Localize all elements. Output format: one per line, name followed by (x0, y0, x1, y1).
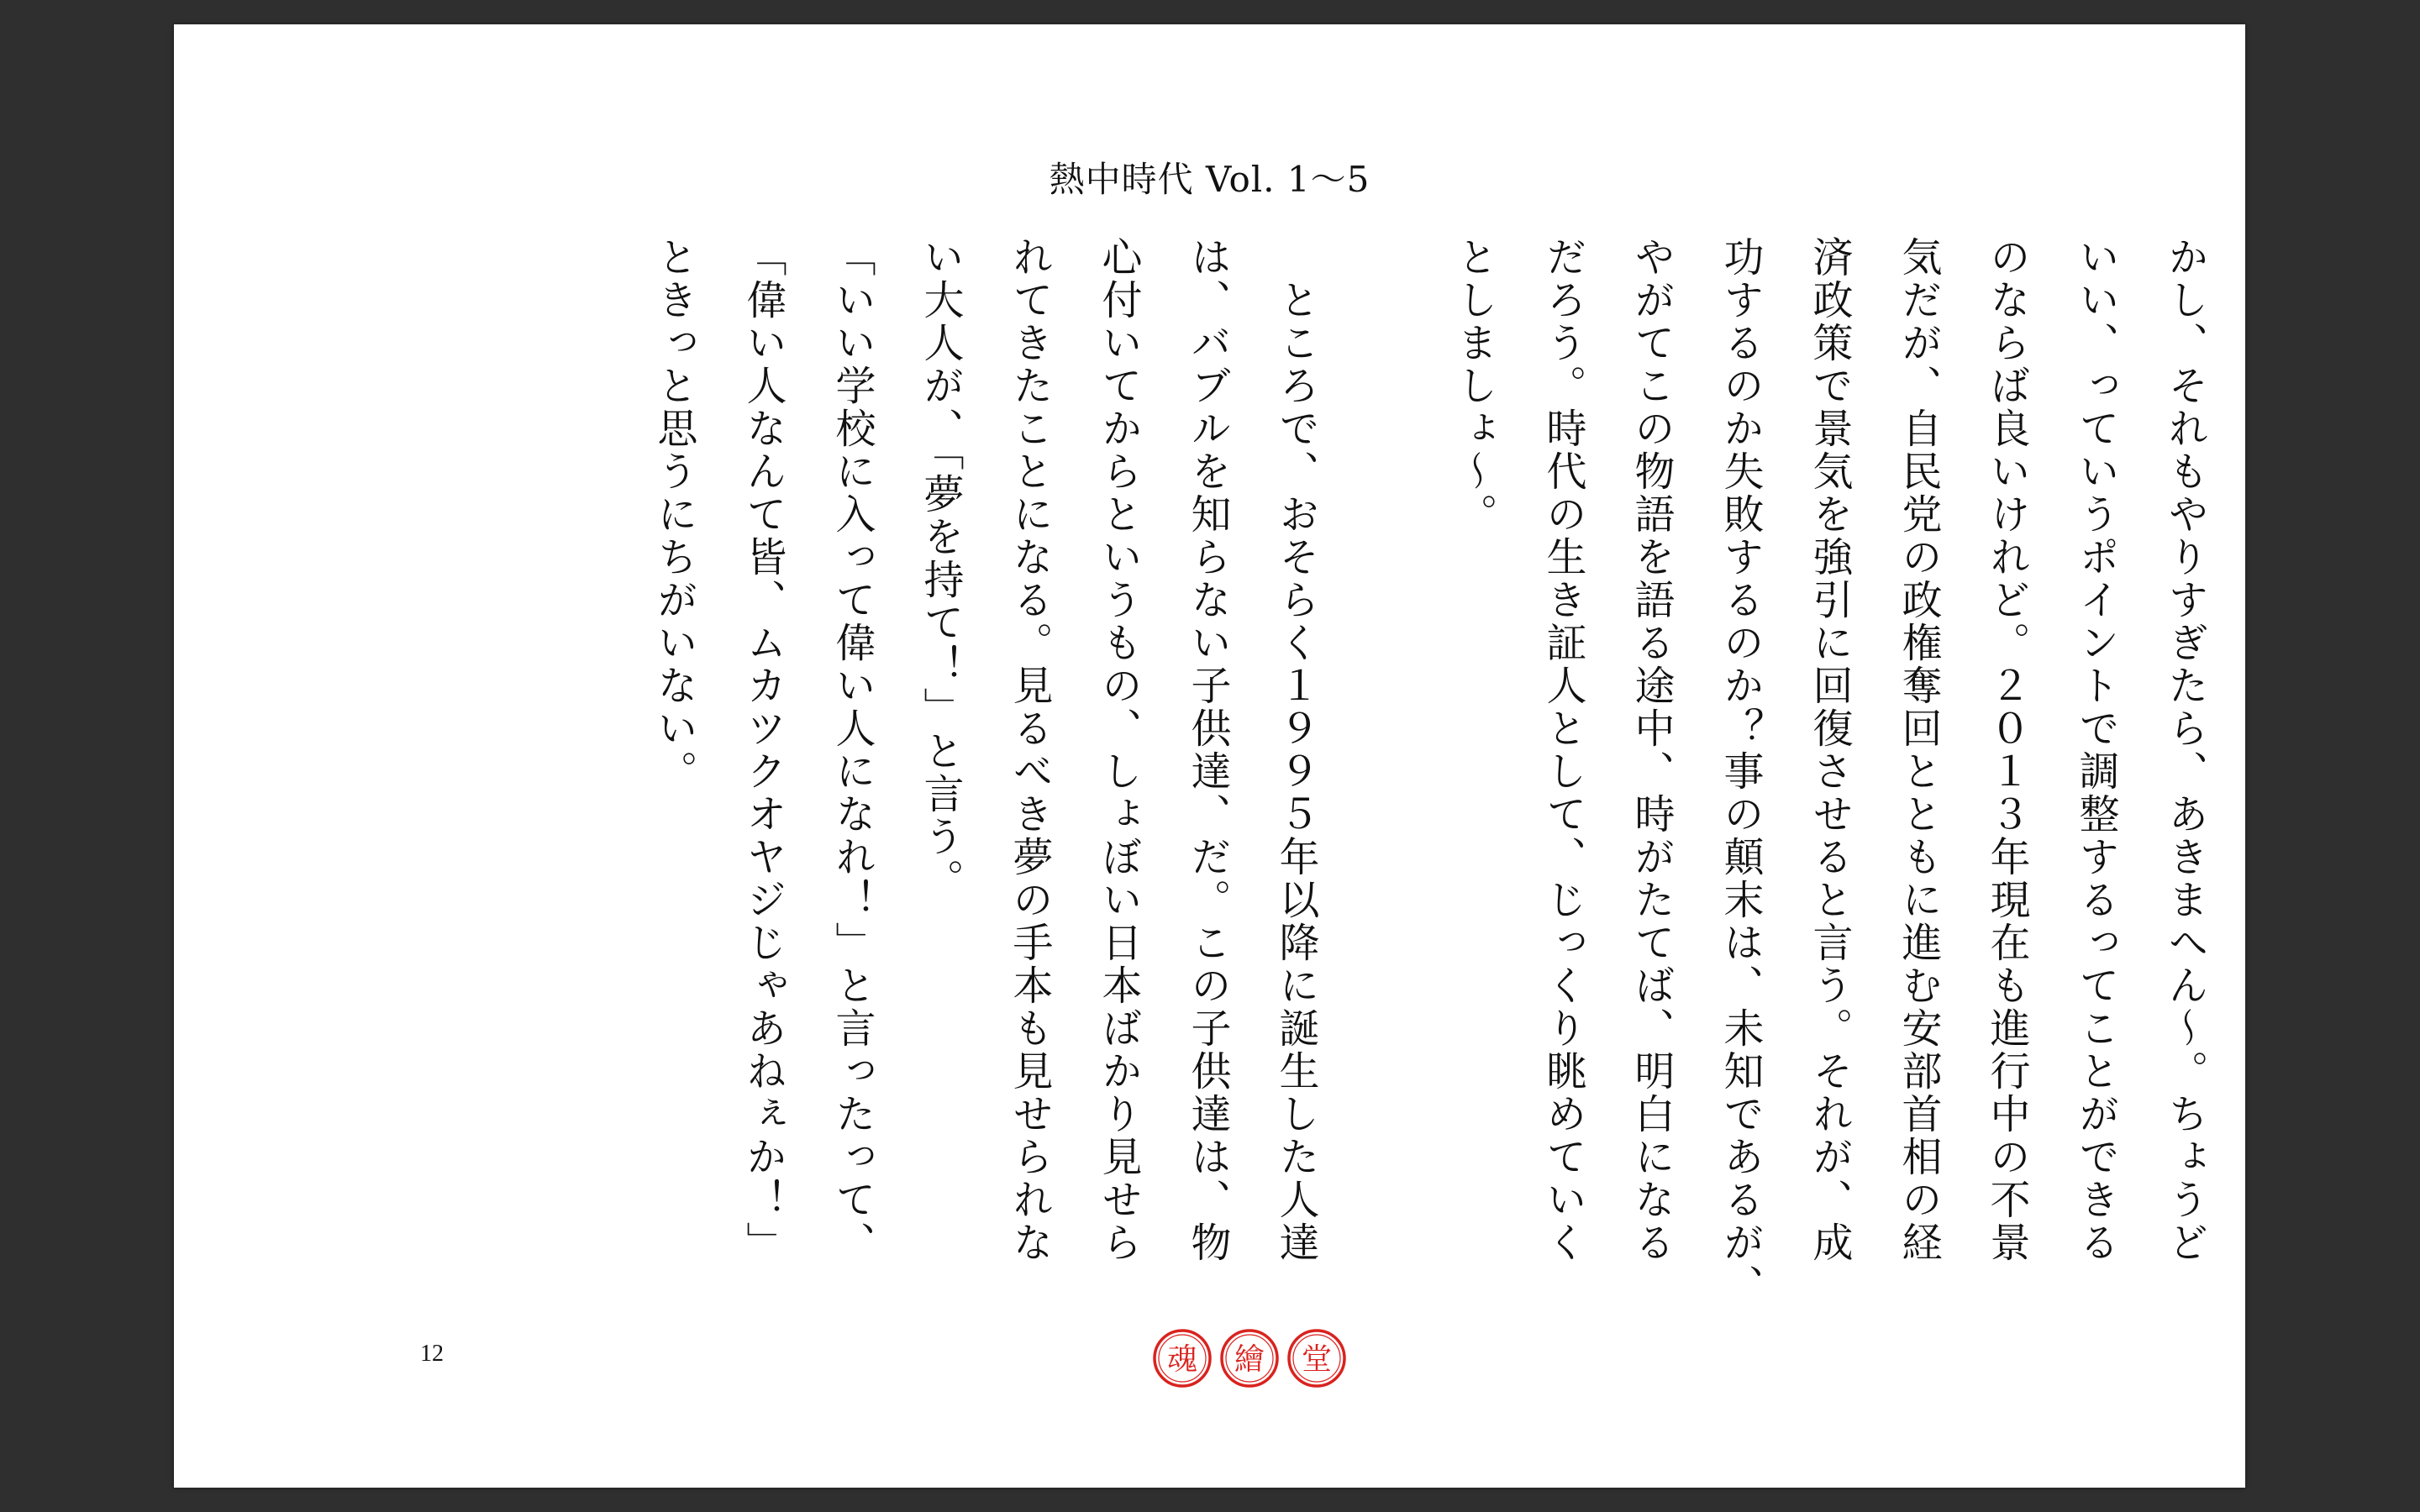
text-column: かし、それもやりすぎたら、あきまへん〜。ちょうど (2161, 236, 2208, 1264)
text-column: 心付いてからというもの、しょぼい日本ばかり見せら (1095, 236, 1142, 1264)
text-column: やがてこの物語を語る途中、時がたてば、明白になる (1628, 236, 1675, 1264)
text-column: 「偉い人なんて皆、ムカツクオヤジじゃあねぇか！」 (739, 236, 786, 1264)
seal-stamp-icon (1151, 1327, 1213, 1389)
page-number: 12 (420, 1341, 444, 1367)
text-column: のならば良いけれど。２０１３年現在も進行中の不景 (1983, 236, 2030, 1264)
vertical-body-text (447, 236, 2212, 1345)
text-column: いい、っていうポイントで調整するってことができる (2072, 236, 2119, 1264)
book-page (174, 24, 2245, 1488)
text-column: だろう。時代の生き証人として、じっくり眺めていく (1539, 236, 1586, 1264)
text-column: 「いい学校に入って偉い人になれ！」と言ったって、 (829, 236, 876, 1264)
text-column: としましょ〜。 (1450, 236, 1497, 536)
text-column: 功するのか失敗するのか？事の顛末は、未知であるが、 (1717, 236, 1764, 1307)
text-column: 気だが、自民党の政権奪回とともに進む安部首相の経 (1895, 236, 1942, 1264)
text-column: い大人が、「夢を持て！」と言う。 (917, 236, 964, 901)
text-column-blank (1358, 236, 1412, 1345)
text-column: は、バブルを知らない子供達、だ。この子供達は、物 (1184, 236, 1231, 1264)
publisher-seal-stamps (1140, 1322, 1359, 1394)
running-header: 熱中時代 Vol. 1〜5 (1049, 159, 1370, 200)
seal-char: 魂 (1166, 1342, 1198, 1377)
text-column: れてきたことになる。見るべき夢の手本も見せられな (1006, 236, 1053, 1264)
seal-char: 繪 (1234, 1342, 1265, 1377)
seal-char: 堂 (1301, 1342, 1333, 1377)
text-column: 済政策で景気を強引に回復させると言う。それが、成 (1806, 236, 1853, 1264)
text-column: ときっと思うにちがいない。 (650, 236, 697, 793)
text-column: ところで、おそらく１９９５年以降に誕生した人達 (1272, 236, 1319, 1264)
seal-stamp-icon (1218, 1327, 1281, 1389)
seal-stamp-icon (1286, 1327, 1348, 1389)
